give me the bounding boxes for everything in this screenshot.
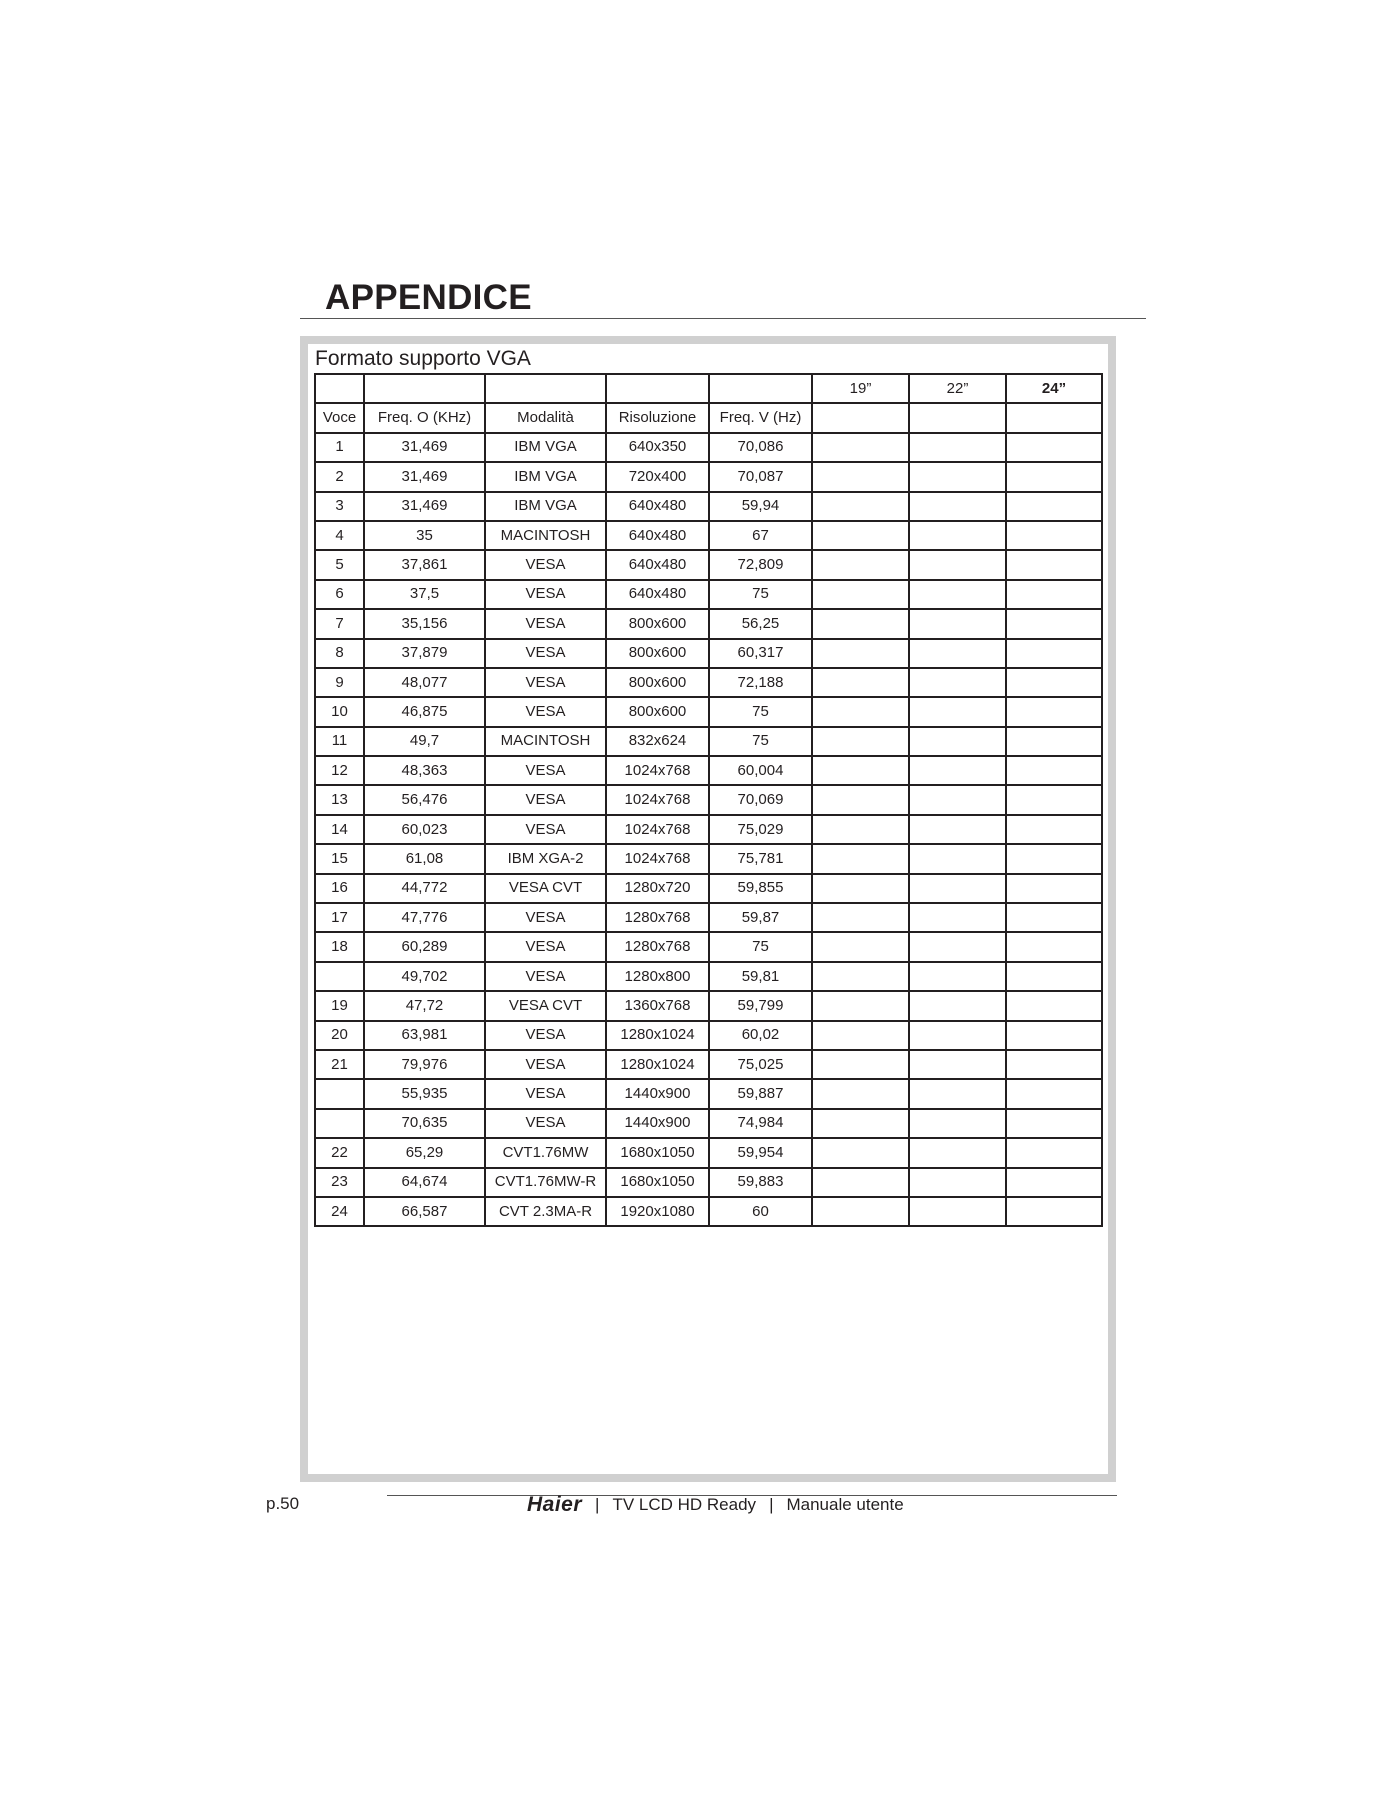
empty-cell	[1006, 903, 1102, 932]
empty-cell	[909, 991, 1006, 1020]
cell-modalita: CVT1.76MW-R	[485, 1168, 606, 1197]
empty-cell	[909, 1168, 1006, 1197]
empty-cell	[812, 1109, 909, 1138]
cell-freq-v: 75	[709, 697, 812, 726]
cell-risoluzione: 1360x768	[606, 991, 709, 1020]
cell-risoluzione: 640x480	[606, 580, 709, 609]
header-blank	[709, 374, 812, 403]
empty-cell	[1006, 609, 1102, 638]
cell-voce: 21	[315, 1050, 364, 1079]
title-divider	[300, 318, 1146, 319]
empty-cell	[812, 991, 909, 1020]
cell-freq-o: 37,5	[364, 580, 485, 609]
empty-cell	[909, 580, 1006, 609]
cell-modalita: VESA	[485, 580, 606, 609]
table-row	[315, 1021, 1102, 1050]
cell-freq-v: 60,317	[709, 639, 812, 668]
cell-modalita: VESA CVT	[485, 874, 606, 903]
cell-voce: 20	[315, 1021, 364, 1050]
cell-risoluzione: 800x600	[606, 697, 709, 726]
empty-cell	[812, 580, 909, 609]
empty-cell	[812, 1197, 909, 1226]
column-header-row	[315, 403, 1102, 432]
cell-voce: 1	[315, 433, 364, 462]
empty-cell	[1006, 550, 1102, 579]
header-blank	[364, 374, 485, 403]
footer	[527, 1493, 904, 1517]
cell-voce: 14	[315, 815, 364, 844]
table-row	[315, 991, 1102, 1020]
cell-freq-v: 60	[709, 1197, 812, 1226]
empty-cell	[909, 844, 1006, 873]
empty-cell	[812, 433, 909, 462]
cell-freq-o: 56,476	[364, 785, 485, 814]
empty-cell	[909, 550, 1006, 579]
empty-cell	[909, 1109, 1006, 1138]
cell-voce: 19	[315, 991, 364, 1020]
cell-modalita: VESA	[485, 1109, 606, 1138]
cell-freq-v: 75	[709, 727, 812, 756]
cell-freq-o: 31,469	[364, 462, 485, 491]
cell-freq-v: 72,188	[709, 668, 812, 697]
cell-freq-v: 59,799	[709, 991, 812, 1020]
cell-freq-v: 74,984	[709, 1109, 812, 1138]
empty-cell	[909, 756, 1006, 785]
cell-voce: 6	[315, 580, 364, 609]
empty-cell	[909, 639, 1006, 668]
empty-cell	[812, 492, 909, 521]
cell-risoluzione: 1024x768	[606, 815, 709, 844]
empty-cell	[812, 1138, 909, 1167]
table-row	[315, 1138, 1102, 1167]
empty-cell	[812, 1168, 909, 1197]
table-row	[315, 433, 1102, 462]
empty-cell	[909, 903, 1006, 932]
cell-modalita: VESA	[485, 639, 606, 668]
cell-modalita: VESA	[485, 756, 606, 785]
header-blank	[606, 374, 709, 403]
column-header: Freq. V (Hz)	[709, 403, 812, 432]
footer-doc: Manuale utente	[786, 1495, 904, 1514]
empty-cell	[909, 1138, 1006, 1167]
empty-cell	[812, 639, 909, 668]
cell-voce: 8	[315, 639, 364, 668]
table-row	[315, 462, 1102, 491]
column-header: Risoluzione	[606, 403, 709, 432]
brand-logo: Haier	[527, 1493, 583, 1516]
empty-cell	[1006, 932, 1102, 961]
column-header: Freq. O (KHz)	[364, 403, 485, 432]
footer-separator: |	[769, 1495, 774, 1514]
table-row	[315, 550, 1102, 579]
cell-voce: 18	[315, 932, 364, 961]
cell-voce: 11	[315, 727, 364, 756]
table-row	[315, 639, 1102, 668]
cell-modalita: IBM VGA	[485, 492, 606, 521]
cell-voce	[315, 962, 364, 991]
cell-modalita: CVT1.76MW	[485, 1138, 606, 1167]
cell-modalita: VESA	[485, 1050, 606, 1079]
cell-freq-o: 65,29	[364, 1138, 485, 1167]
cell-risoluzione: 1920x1080	[606, 1197, 709, 1226]
cell-freq-o: 64,674	[364, 1168, 485, 1197]
cell-modalita: CVT 2.3MA-R	[485, 1197, 606, 1226]
size-header-19: 19”	[812, 374, 909, 403]
cell-risoluzione: 1024x768	[606, 756, 709, 785]
cell-freq-o: 63,981	[364, 1021, 485, 1050]
cell-voce: 10	[315, 697, 364, 726]
cell-freq-v: 59,87	[709, 903, 812, 932]
cell-modalita: VESA	[485, 815, 606, 844]
footer-product: TV LCD HD Ready	[612, 1495, 757, 1514]
cell-risoluzione: 1440x900	[606, 1109, 709, 1138]
cell-freq-o: 47,776	[364, 903, 485, 932]
cell-voce: 12	[315, 756, 364, 785]
cell-risoluzione: 640x480	[606, 521, 709, 550]
footer-separator: |	[595, 1495, 600, 1514]
empty-cell	[1006, 1138, 1102, 1167]
table-row	[315, 492, 1102, 521]
table-row	[315, 844, 1102, 873]
cell-freq-v: 59,855	[709, 874, 812, 903]
empty-cell	[1006, 1197, 1102, 1226]
cell-modalita: IBM VGA	[485, 462, 606, 491]
cell-freq-v: 75	[709, 932, 812, 961]
empty-cell	[812, 962, 909, 991]
cell-freq-o: 61,08	[364, 844, 485, 873]
empty-cell	[812, 668, 909, 697]
cell-modalita: VESA	[485, 962, 606, 991]
table-caption: Formato supporto VGA	[315, 347, 531, 370]
table-row	[315, 962, 1102, 991]
cell-freq-o: 70,635	[364, 1109, 485, 1138]
empty-cell	[909, 433, 1006, 462]
empty-cell	[812, 727, 909, 756]
cell-freq-o: 35	[364, 521, 485, 550]
cell-voce: 7	[315, 609, 364, 638]
empty-cell	[1006, 521, 1102, 550]
size-header-24: 24”	[1006, 374, 1102, 403]
table-row	[315, 1197, 1102, 1226]
cell-voce: 24	[315, 1197, 364, 1226]
empty-cell	[1006, 1168, 1102, 1197]
empty-cell	[909, 1079, 1006, 1108]
empty-cell	[1006, 727, 1102, 756]
table-row	[315, 874, 1102, 903]
empty-cell	[909, 962, 1006, 991]
header-blank	[315, 374, 364, 403]
empty-cell	[909, 609, 1006, 638]
vga-format-table	[314, 373, 1103, 1227]
empty-cell	[1006, 492, 1102, 521]
cell-freq-v: 67	[709, 521, 812, 550]
cell-voce: 23	[315, 1168, 364, 1197]
table-row	[315, 1109, 1102, 1138]
empty-cell	[909, 403, 1006, 432]
cell-freq-v: 75,025	[709, 1050, 812, 1079]
empty-cell	[1006, 1050, 1102, 1079]
empty-cell	[812, 785, 909, 814]
table-row	[315, 609, 1102, 638]
table-row	[315, 903, 1102, 932]
empty-cell	[812, 550, 909, 579]
page-number: p.50	[266, 1494, 300, 1513]
empty-cell	[909, 1021, 1006, 1050]
cell-risoluzione: 1680x1050	[606, 1168, 709, 1197]
size-header-row	[315, 374, 1102, 403]
table-row	[315, 1050, 1102, 1079]
cell-modalita: VESA	[485, 785, 606, 814]
cell-risoluzione: 640x480	[606, 550, 709, 579]
empty-cell	[1006, 785, 1102, 814]
empty-cell	[812, 609, 909, 638]
cell-risoluzione: 1680x1050	[606, 1138, 709, 1167]
cell-risoluzione: 800x600	[606, 639, 709, 668]
table-row	[315, 1168, 1102, 1197]
cell-voce: 22	[315, 1138, 364, 1167]
table-row	[315, 697, 1102, 726]
empty-cell	[909, 874, 1006, 903]
cell-risoluzione: 1024x768	[606, 785, 709, 814]
empty-cell	[1006, 815, 1102, 844]
cell-risoluzione: 1280x768	[606, 903, 709, 932]
cell-voce: 3	[315, 492, 364, 521]
cell-modalita: VESA	[485, 550, 606, 579]
cell-risoluzione: 720x400	[606, 462, 709, 491]
empty-cell	[812, 462, 909, 491]
cell-risoluzione: 1280x768	[606, 932, 709, 961]
empty-cell	[909, 932, 1006, 961]
cell-modalita: IBM VGA	[485, 433, 606, 462]
cell-freq-v: 70,069	[709, 785, 812, 814]
cell-voce	[315, 1079, 364, 1108]
cell-voce: 9	[315, 668, 364, 697]
table-row	[315, 932, 1102, 961]
cell-freq-v: 75,781	[709, 844, 812, 873]
empty-cell	[812, 403, 909, 432]
cell-voce: 2	[315, 462, 364, 491]
cell-freq-o: 60,023	[364, 815, 485, 844]
empty-cell	[1006, 874, 1102, 903]
empty-cell	[1006, 403, 1102, 432]
table-row	[315, 785, 1102, 814]
empty-cell	[1006, 991, 1102, 1020]
column-header: Modalità	[485, 403, 606, 432]
cell-freq-o: 48,077	[364, 668, 485, 697]
cell-risoluzione: 640x350	[606, 433, 709, 462]
empty-cell	[909, 492, 1006, 521]
cell-freq-v: 70,086	[709, 433, 812, 462]
empty-cell	[812, 874, 909, 903]
empty-cell	[812, 521, 909, 550]
page-title: APPENDICE	[325, 278, 532, 317]
cell-freq-o: 31,469	[364, 492, 485, 521]
empty-cell	[1006, 844, 1102, 873]
empty-cell	[909, 785, 1006, 814]
cell-freq-v: 56,25	[709, 609, 812, 638]
table-row	[315, 756, 1102, 785]
size-header-22: 22”	[909, 374, 1006, 403]
cell-modalita: IBM XGA-2	[485, 844, 606, 873]
empty-cell	[812, 932, 909, 961]
cell-modalita: VESA	[485, 903, 606, 932]
cell-voce: 15	[315, 844, 364, 873]
cell-voce: 16	[315, 874, 364, 903]
cell-freq-v: 59,887	[709, 1079, 812, 1108]
cell-freq-o: 35,156	[364, 609, 485, 638]
empty-cell	[1006, 668, 1102, 697]
empty-cell	[812, 756, 909, 785]
cell-modalita: VESA CVT	[485, 991, 606, 1020]
cell-voce: 13	[315, 785, 364, 814]
cell-modalita: VESA	[485, 697, 606, 726]
table-row	[315, 521, 1102, 550]
cell-freq-o: 66,587	[364, 1197, 485, 1226]
cell-freq-v: 60,004	[709, 756, 812, 785]
empty-cell	[812, 1079, 909, 1108]
cell-freq-v: 59,94	[709, 492, 812, 521]
empty-cell	[1006, 1021, 1102, 1050]
cell-risoluzione: 1280x1024	[606, 1021, 709, 1050]
empty-cell	[909, 462, 1006, 491]
table-row	[315, 668, 1102, 697]
cell-freq-o: 37,879	[364, 639, 485, 668]
cell-freq-o: 31,469	[364, 433, 485, 462]
cell-voce: 4	[315, 521, 364, 550]
cell-freq-o: 49,7	[364, 727, 485, 756]
empty-cell	[1006, 962, 1102, 991]
cell-risoluzione: 1280x720	[606, 874, 709, 903]
table-row	[315, 815, 1102, 844]
cell-risoluzione: 1280x1024	[606, 1050, 709, 1079]
cell-freq-o: 48,363	[364, 756, 485, 785]
empty-cell	[909, 1050, 1006, 1079]
empty-cell	[1006, 1079, 1102, 1108]
cell-risoluzione: 1280x800	[606, 962, 709, 991]
cell-freq-o: 55,935	[364, 1079, 485, 1108]
empty-cell	[909, 668, 1006, 697]
empty-cell	[909, 815, 1006, 844]
empty-cell	[1006, 756, 1102, 785]
cell-freq-v: 72,809	[709, 550, 812, 579]
cell-voce	[315, 1109, 364, 1138]
cell-freq-v: 75	[709, 580, 812, 609]
cell-modalita: VESA	[485, 1021, 606, 1050]
empty-cell	[1006, 1109, 1102, 1138]
cell-freq-v: 59,81	[709, 962, 812, 991]
header-blank	[485, 374, 606, 403]
cell-freq-o: 46,875	[364, 697, 485, 726]
empty-cell	[909, 697, 1006, 726]
cell-risoluzione: 1440x900	[606, 1079, 709, 1108]
cell-freq-o: 60,289	[364, 932, 485, 961]
cell-voce: 5	[315, 550, 364, 579]
empty-cell	[909, 521, 1006, 550]
cell-modalita: MACINTOSH	[485, 727, 606, 756]
cell-risoluzione: 800x600	[606, 609, 709, 638]
cell-risoluzione: 832x624	[606, 727, 709, 756]
table-row	[315, 580, 1102, 609]
cell-modalita: VESA	[485, 932, 606, 961]
cell-modalita: VESA	[485, 668, 606, 697]
empty-cell	[812, 697, 909, 726]
cell-risoluzione: 1024x768	[606, 844, 709, 873]
cell-risoluzione: 800x600	[606, 668, 709, 697]
cell-freq-v: 59,954	[709, 1138, 812, 1167]
cell-freq-o: 79,976	[364, 1050, 485, 1079]
empty-cell	[812, 1021, 909, 1050]
cell-freq-o: 37,861	[364, 550, 485, 579]
empty-cell	[1006, 580, 1102, 609]
cell-freq-o: 47,72	[364, 991, 485, 1020]
cell-freq-v: 75,029	[709, 815, 812, 844]
cell-freq-v: 70,087	[709, 462, 812, 491]
empty-cell	[1006, 462, 1102, 491]
cell-modalita: VESA	[485, 1079, 606, 1108]
cell-risoluzione: 640x480	[606, 492, 709, 521]
cell-voce: 17	[315, 903, 364, 932]
empty-cell	[1006, 697, 1102, 726]
cell-freq-v: 59,883	[709, 1168, 812, 1197]
cell-freq-o: 49,702	[364, 962, 485, 991]
table-row	[315, 1079, 1102, 1108]
empty-cell	[812, 844, 909, 873]
cell-modalita: MACINTOSH	[485, 521, 606, 550]
cell-modalita: VESA	[485, 609, 606, 638]
empty-cell	[1006, 433, 1102, 462]
empty-cell	[909, 727, 1006, 756]
cell-freq-o: 44,772	[364, 874, 485, 903]
empty-cell	[812, 1050, 909, 1079]
table-row	[315, 727, 1102, 756]
empty-cell	[812, 903, 909, 932]
empty-cell	[909, 1197, 1006, 1226]
empty-cell	[1006, 639, 1102, 668]
cell-freq-v: 60,02	[709, 1021, 812, 1050]
column-header: Voce	[315, 403, 364, 432]
empty-cell	[812, 815, 909, 844]
